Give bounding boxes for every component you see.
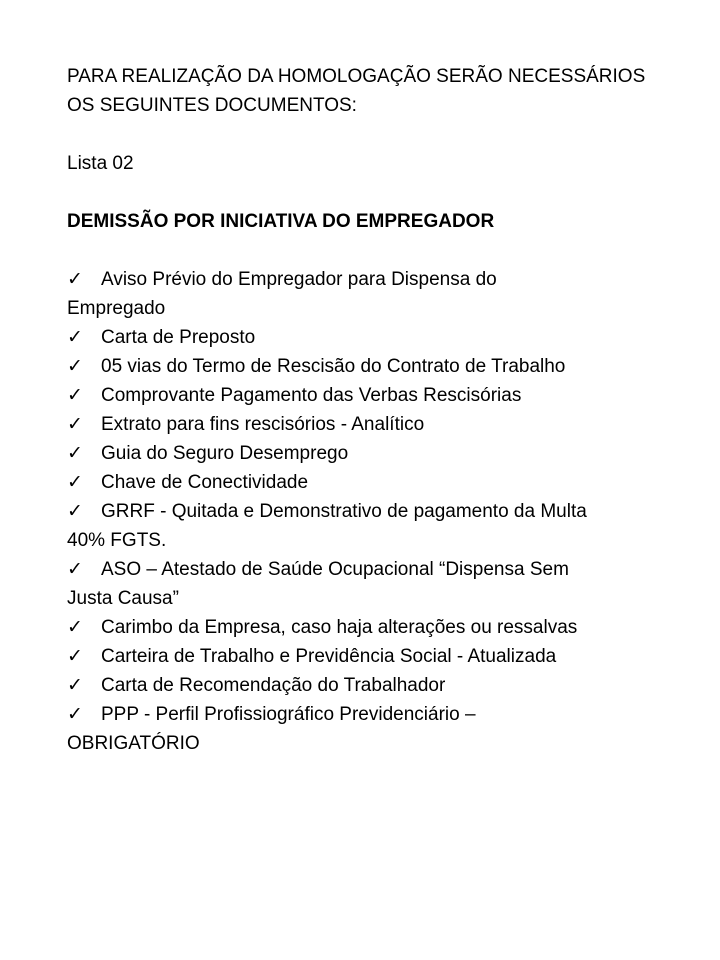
checkmark-icon: ✓ <box>67 269 83 290</box>
document-list-item <box>67 439 667 468</box>
checkmark-icon: ✓ <box>67 675 83 696</box>
document-list <box>67 265 667 758</box>
document-list-item <box>67 497 667 555</box>
document-item-text-continued: OBRIGATÓRIO <box>67 733 200 754</box>
checkmark-icon: ✓ <box>67 646 83 667</box>
checkmark-icon: ✓ <box>67 443 83 464</box>
checkmark-icon: ✓ <box>67 559 83 580</box>
checkmark-icon: ✓ <box>67 472 83 493</box>
document-page <box>67 62 667 758</box>
document-list-item <box>67 323 667 352</box>
heading-line-1: PARA REALIZAÇÃO DA HOMOLOGAÇÃO SERÃO NECESSÁRIOS <box>67 66 646 87</box>
document-item-text: Aviso Prévio do Empregador para Dispensa do <box>101 269 497 290</box>
document-item-text: Chave de Conectividade <box>101 472 309 493</box>
document-list-item <box>67 410 667 439</box>
document-list-item <box>67 700 667 758</box>
document-list-item <box>67 642 667 671</box>
document-list-item <box>67 671 667 700</box>
document-item-text-continued: 40% FGTS. <box>67 530 167 551</box>
spacer <box>67 120 667 149</box>
checkmark-icon: ✓ <box>67 414 83 435</box>
document-item-text-continued: Justa Causa” <box>67 588 179 609</box>
document-item-text: ASO – Atestado de Saúde Ocupacional “Dispensa Sem <box>101 559 569 580</box>
document-item-text: Comprovante Pagamento das Verbas Rescisórias <box>101 385 522 406</box>
checkmark-icon: ✓ <box>67 501 83 522</box>
document-list-item <box>67 381 667 410</box>
document-item-text: 05 vias do Termo de Rescisão do Contrato de Trabalho <box>101 356 566 377</box>
document-item-text: PPP - Perfil Profissiográfico Previdenciário – <box>101 704 476 725</box>
spacer <box>67 178 667 207</box>
document-list-item <box>67 352 667 381</box>
document-list-item <box>67 265 667 323</box>
document-item-text: Carteira de Trabalho e Previdência Social - Atualizada <box>101 646 557 667</box>
heading-line-2: OS SEGUINTES DOCUMENTOS: <box>67 95 357 116</box>
list-label: Lista 02 <box>67 153 134 174</box>
checkmark-icon: ✓ <box>67 617 83 638</box>
checkmark-icon: ✓ <box>67 327 83 348</box>
document-item-text: Carta de Recomendação do Trabalhador <box>101 675 446 696</box>
document-item-text: Carimbo da Empresa, caso haja alterações ou ressalvas <box>101 617 578 638</box>
document-item-text: Carta de Preposto <box>101 327 256 348</box>
section-subtitle: DEMISSÃO POR INICIATIVA DO EMPREGADOR <box>67 211 495 232</box>
checkmark-icon: ✓ <box>67 385 83 406</box>
document-item-text: Extrato para fins rescisórios - Analítico <box>101 414 425 435</box>
document-list-item <box>67 613 667 642</box>
document-list-item <box>67 468 667 497</box>
document-item-text: Guia do Seguro Desemprego <box>101 443 349 464</box>
checkmark-icon: ✓ <box>67 704 83 725</box>
document-item-text-continued: Empregado <box>67 298 166 319</box>
document-item-text: GRRF - Quitada e Demonstrativo de pagamento da Multa <box>101 501 587 522</box>
document-list-item <box>67 555 667 613</box>
spacer <box>67 236 667 265</box>
checkmark-icon: ✓ <box>67 356 83 377</box>
